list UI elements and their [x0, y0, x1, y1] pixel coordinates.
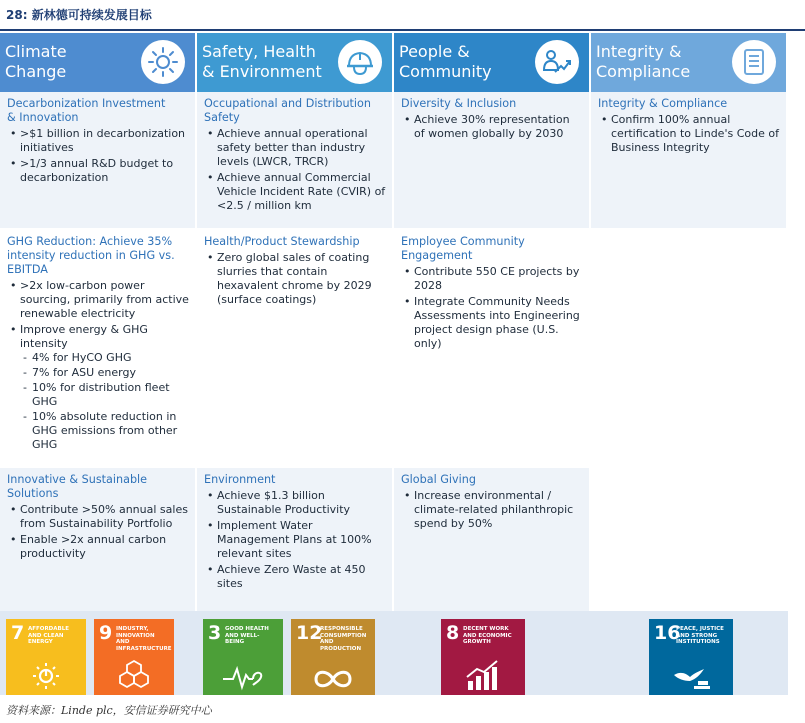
- source-note: 资料来源：Linde plc，安信证券研究中心: [6, 704, 212, 717]
- bullet: • Achieve Zero Waste at 450 sites: [204, 563, 386, 591]
- header-line: & Environment: [202, 62, 322, 81]
- cubes-icon: [117, 659, 151, 691]
- document-icon: [732, 40, 776, 84]
- figure-title-text: 新林德可持续发展目标: [31, 8, 152, 22]
- cell-global-giving: [394, 468, 589, 611]
- figure-title: [6, 4, 799, 28]
- cell-product-stewardship: [197, 230, 392, 466]
- column-safety-health-environment: [197, 33, 392, 695]
- column-climate-change: [0, 33, 195, 695]
- infinity-icon: [310, 667, 356, 691]
- sdg-7-tile: [6, 619, 86, 695]
- cell-integrity-compliance: [591, 92, 786, 228]
- cell-environment: [197, 468, 392, 611]
- sdg-number: 3: [208, 622, 222, 644]
- column-people-community: [394, 33, 589, 695]
- bullet: • Achieve annual Commercial Vehicle Incident Rate (CVIR) of <2.5 / million km: [204, 171, 386, 213]
- power-sun-icon: [31, 661, 61, 691]
- bullet: • Confirm 100% annual certification to Linde's Code of Business Integrity: [598, 113, 780, 155]
- cell-title-line: Innovative & Sustainable: [7, 473, 148, 486]
- bullet: • >1/3 annual R&D budget to decarbonization: [7, 157, 189, 185]
- bullet-text: Improve energy & GHG intensity: [20, 323, 148, 350]
- header-line: Safety, Health: [202, 42, 316, 61]
- cell-title: Health/Product Stewardship: [204, 235, 360, 248]
- bullet: • Increase environmental / climate-related philanthropic spend by 50%: [401, 489, 583, 531]
- goals-grid: [0, 33, 788, 695]
- bullet: • >$1 billion in decarbonization initiatives: [7, 127, 189, 155]
- cell-title: [401, 235, 583, 263]
- sdg-strip: [0, 611, 788, 695]
- sdg-label: AFFORDABLE AND CLEAN ENERGY: [28, 626, 69, 645]
- sdg-12-tile: [291, 619, 375, 695]
- cell-title: Environment: [204, 473, 276, 486]
- dove-gavel-icon: [670, 663, 712, 691]
- cell-title: [204, 97, 386, 125]
- bullet: • Achieve $1.3 billion Sustainable Productivity: [204, 489, 386, 517]
- hardhat-icon: [338, 40, 382, 84]
- bullet: • Integrate Community Needs Assessments into Engineering project design phase (U.S. only): [401, 295, 583, 351]
- cell-title: Global Giving: [401, 473, 476, 486]
- heartbeat-icon: [221, 663, 265, 691]
- title-rule: [0, 29, 805, 31]
- bullet: • Implement Water Management Plans at 100% relevant sites: [204, 519, 386, 561]
- bullet: • Enable >2x annual carbon productivity: [7, 533, 189, 561]
- cell-title: [7, 97, 189, 125]
- bullet: • Achieve annual operational safety better than industry levels (LWCR, TRCR): [204, 127, 386, 169]
- sdg-16-tile: [649, 619, 733, 695]
- sun-icon: [141, 40, 185, 84]
- sub-bullet: - 10% for distribution fleet GHG: [20, 381, 189, 409]
- header-line: Climate: [5, 42, 67, 61]
- sub-bullet: - 7% for ASU energy: [20, 366, 189, 380]
- cell-occupational-safety: [197, 92, 392, 228]
- header-line: Integrity &: [596, 42, 682, 61]
- cell-employee-engagement: [394, 230, 589, 466]
- sdg-8-tile: [441, 619, 525, 695]
- cell-innovative-solutions: [0, 468, 195, 611]
- cell-title: [7, 473, 189, 501]
- cell-title: Diversity & Inclusion: [401, 97, 517, 110]
- sdg-number: 7: [11, 622, 25, 644]
- cell-title: Integrity & Compliance: [598, 97, 728, 110]
- header-line: People &: [399, 42, 470, 61]
- bullet: • Contribute 550 CE projects by 2028: [401, 265, 583, 293]
- sdg-label: DECENT WORK AND ECONOMIC GROWTH: [463, 626, 512, 645]
- cell-title-line: Employee Community: [401, 235, 525, 248]
- cell-title-line: intensity reduction in GHG vs.: [7, 249, 175, 262]
- sub-bullet: - 4% for HyCO GHG: [20, 351, 189, 365]
- sdg-3-tile: [203, 619, 283, 695]
- sdg-label: PEACE, JUSTICE AND STRONG INSTITUTIONS: [676, 626, 724, 645]
- sdg-label: INDUSTRY, INNOVATION AND INFRASTRUCTURE: [116, 626, 172, 652]
- cell-decarbonization: [0, 92, 195, 228]
- header-integrity: [591, 33, 786, 92]
- header-climate-change: [0, 33, 195, 92]
- header-people: [394, 33, 589, 92]
- cell-diversity-inclusion: [394, 92, 589, 228]
- figure-number: 28:: [6, 8, 28, 22]
- header-line: Change: [5, 62, 67, 81]
- cell-title-line: GHG Reduction: Achieve 35%: [7, 235, 173, 248]
- sdg-number: 16: [654, 622, 681, 644]
- sdg-number: 8: [446, 622, 460, 644]
- bullet: • >2x low-carbon power sourcing, primarily from active renewable electricity: [7, 279, 189, 321]
- sub-bullet: - 10% absolute reduction in GHG emissions from other GHG: [20, 410, 189, 452]
- cell-ghg-reduction: [0, 230, 195, 466]
- growth-bars-icon: [464, 659, 502, 691]
- sdg-label: RESPONSIBLE CONSUMPTION AND PRODUCTION: [320, 626, 367, 652]
- column-integrity-compliance: [591, 33, 786, 695]
- cell-title-line: & Innovation: [7, 111, 79, 124]
- cell-title-line: Engagement: [401, 249, 473, 262]
- sdg-number: 9: [99, 622, 113, 644]
- bullet: • Zero global sales of coating slurries that contain hexavalent chrome by 2029 (surface coatings): [204, 251, 386, 307]
- header-line: Compliance: [596, 62, 691, 81]
- bullet: • Achieve 30% representation of women globally by 2030: [401, 113, 583, 141]
- sdg-label: GOOD HEALTH AND WELL-BEING: [225, 626, 269, 645]
- sdg-9-tile: [94, 619, 174, 695]
- cell-title-line: Safety: [204, 111, 240, 124]
- bullet: • Contribute >50% annual sales from Sustainability Portfolio: [7, 503, 189, 531]
- bullet: [7, 323, 189, 452]
- header-safety: [197, 33, 392, 92]
- cell-title-line: Solutions: [7, 487, 59, 500]
- people-growth-icon: [535, 40, 579, 84]
- cell-empty: [591, 230, 786, 611]
- cell-title: [7, 235, 189, 277]
- header-line: Community: [399, 62, 492, 81]
- cell-title-line: Occupational and Distribution: [204, 97, 371, 110]
- cell-title-line: EBITDA: [7, 263, 48, 276]
- cell-title-line: Decarbonization Investment: [7, 97, 166, 110]
- sdg-number: 12: [296, 622, 323, 644]
